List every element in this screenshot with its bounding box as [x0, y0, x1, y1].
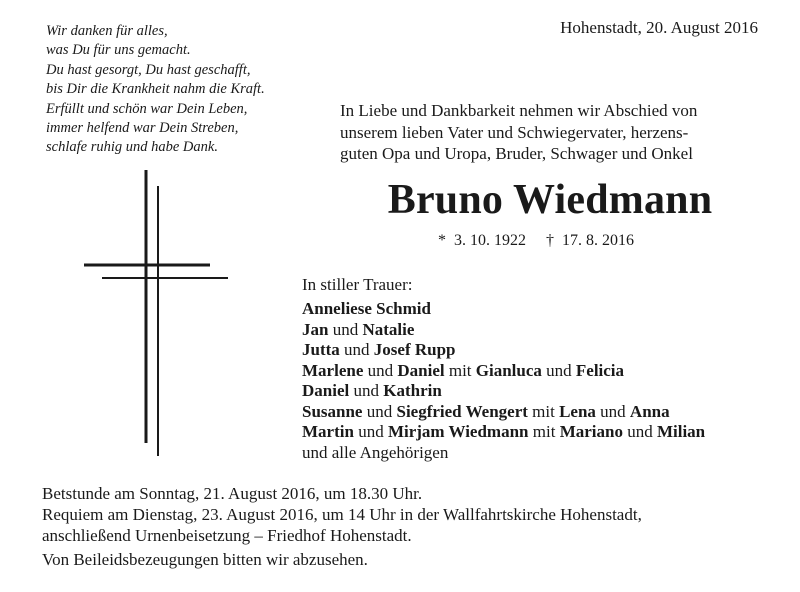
joiner: und — [541, 360, 576, 380]
joiner: und — [622, 422, 657, 441]
mourner-name: Marlene — [302, 360, 364, 380]
joiner: und — [362, 401, 397, 421]
death-date: 17. 8. 2016 — [562, 232, 634, 249]
mourner-name: Jutta — [302, 340, 340, 359]
mourner-row — [302, 299, 705, 320]
mourners-list — [302, 299, 705, 463]
poem-line: Erfüllt und schön war Dein Leben, — [46, 100, 248, 117]
joiner: und — [363, 360, 398, 380]
joiner: mit — [527, 401, 560, 421]
mourner-name: Anna — [629, 401, 670, 421]
mourner-name: Martin — [302, 422, 354, 441]
mourner-row — [302, 361, 705, 382]
place-date: Hohenstadt, 20. August 2016 — [560, 18, 758, 37]
joiner: und — [353, 422, 388, 441]
mourner-row — [302, 381, 705, 402]
birth-symbol: * — [438, 232, 446, 249]
joiner: und — [595, 401, 630, 421]
mourner-name: Lena — [559, 401, 596, 421]
service-line: anschließend Urnenbeisetzung – Friedhof Hohenstadt. — [42, 526, 412, 545]
poem-line: was Du für uns gemacht. — [46, 42, 191, 59]
mourner-name: Siegfried Wengert — [396, 401, 528, 421]
poem-line: Du hast gesorgt, Du hast geschafft, — [46, 61, 251, 78]
service-line: Requiem am Dienstag, 23. August 2016, um 14 Uhr in der Wallfahrtskirche Hohenstadt, — [42, 505, 642, 524]
intro-line: unserem lieben Vater und Schwiegervater, herzens- — [340, 122, 689, 142]
joiner: und — [328, 319, 363, 339]
joiner: und — [349, 381, 384, 400]
mourners-label: In stiller Trauer: — [302, 275, 413, 294]
mourner-name: Daniel — [302, 381, 350, 400]
mourner-name: Kathrin — [383, 381, 442, 400]
mourner-name: Susanne — [302, 401, 363, 421]
joiner: mit — [444, 360, 476, 380]
poem — [46, 22, 326, 158]
intro-line: guten Opa und Uropa, Bruder, Schwager und Onkel — [340, 144, 693, 163]
service-line: Betstunde am Sonntag, 21. August 2016, um 18.30 Uhr. — [42, 484, 423, 503]
service-info — [42, 483, 642, 546]
closing-note: Von Beileidsbezeugungen bitten wir abzusehen. — [42, 550, 368, 569]
mourner-name: Natalie — [362, 319, 415, 339]
cross-icon — [80, 168, 240, 458]
mourner-row — [302, 402, 705, 423]
birth-date: 3. 10. 1922 — [454, 232, 526, 249]
intro-text — [340, 100, 758, 165]
mourners-closing: und alle Angehörigen — [302, 442, 449, 462]
mourner-name: Felicia — [575, 360, 625, 380]
mourner-row — [302, 340, 705, 361]
life-dates — [438, 232, 634, 250]
mourner-row — [302, 422, 705, 443]
mourner-name: Gianluca — [475, 360, 542, 380]
intro-line: In Liebe und Dankbarkeit nehmen wir Abschied von — [340, 101, 698, 120]
poem-line: immer helfend war Dein Streben, — [46, 120, 239, 137]
joiner: mit — [528, 422, 560, 441]
death-symbol: † — [546, 232, 554, 249]
joiner: und — [339, 340, 374, 359]
poem-line: schlafe ruhig und habe Dank. — [46, 139, 218, 156]
mourner-row — [302, 320, 705, 341]
mourner-name: Jan — [302, 319, 329, 339]
deceased-name: Bruno Wiedmann — [387, 177, 713, 223]
mourner-name: Mirjam Wiedmann — [387, 422, 529, 441]
mourner-name: Mariano — [559, 422, 623, 441]
mourner-name: Daniel — [397, 360, 445, 380]
mourner-name: Anneliese Schmid — [302, 299, 431, 318]
mourner-name: Milian — [656, 422, 706, 441]
poem-line: Wir danken für alles, — [46, 23, 168, 39]
mourner-name: Josef Rupp — [373, 340, 456, 359]
poem-line: bis Dir die Krankheit nahm die Kraft. — [46, 81, 265, 98]
